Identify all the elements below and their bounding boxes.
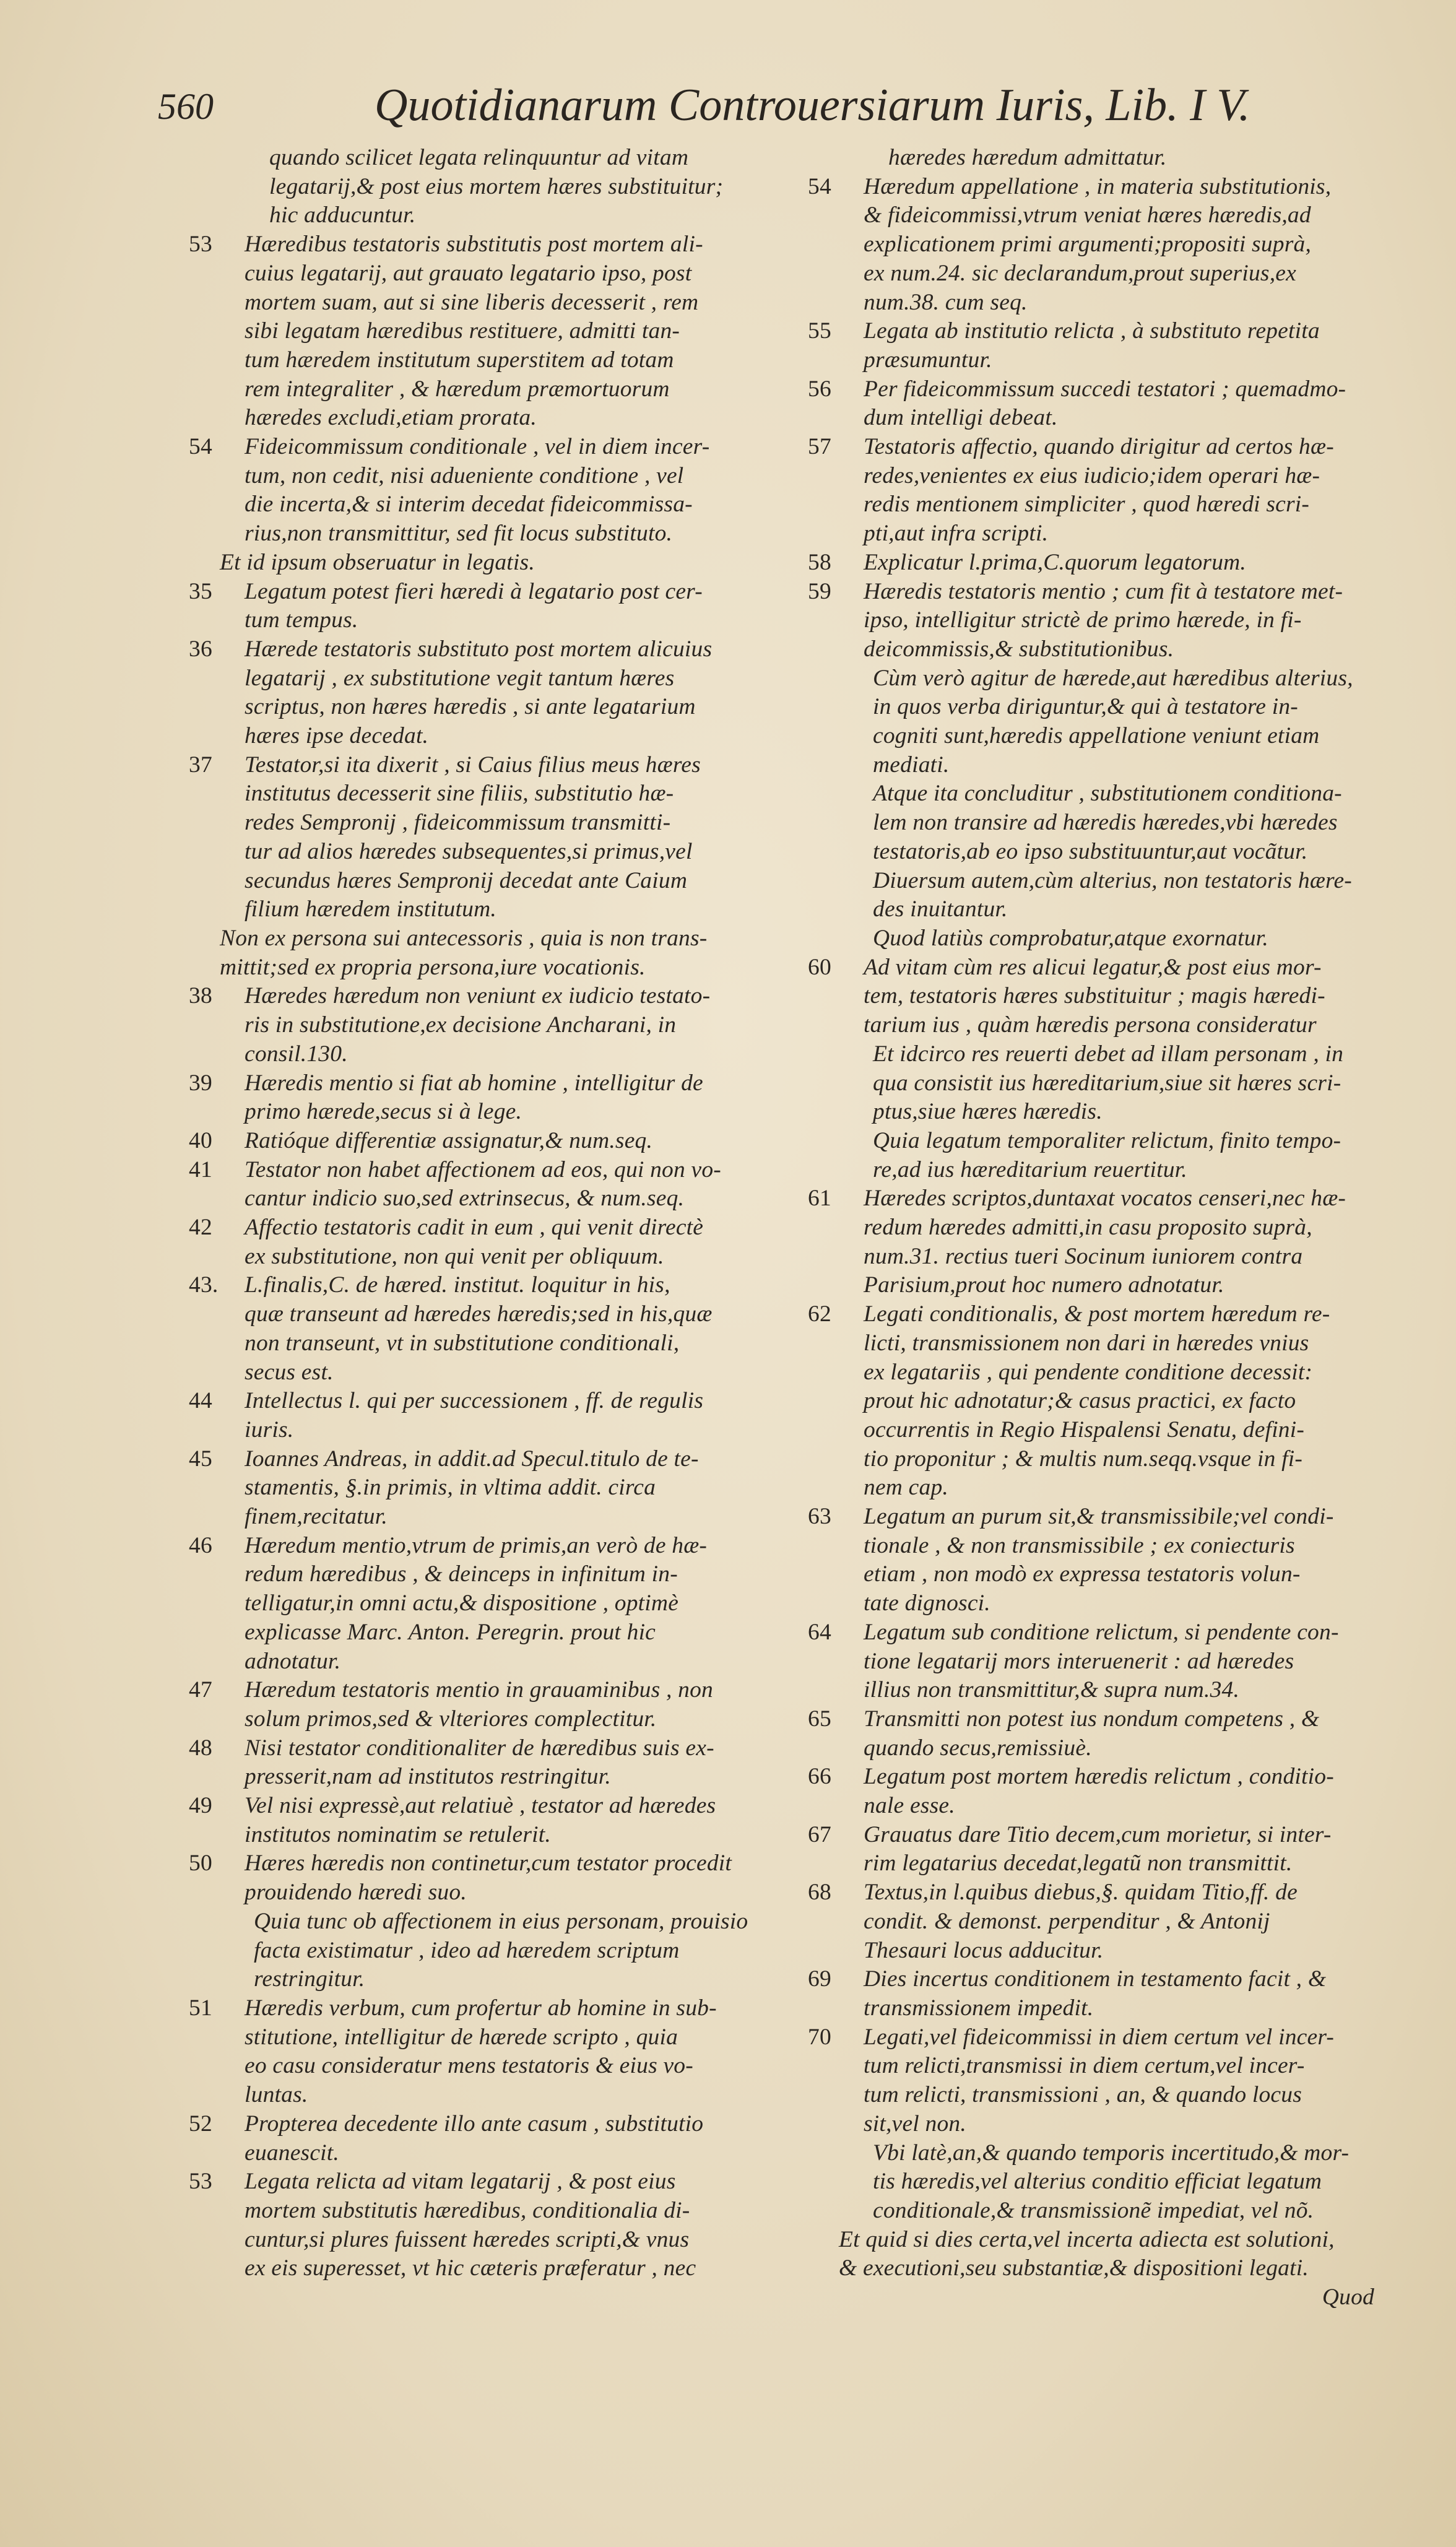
text-line: mortem substitutis hæredibus, conditionalia di-	[245, 2197, 690, 2223]
sub-entry	[173, 549, 780, 578]
entry-number: 66	[808, 1764, 831, 1790]
text-line: Hæredum appellatione , in materia substitutionis,	[864, 173, 1332, 199]
text-line: Fideicommissum conditionale , vel in diem incer-	[245, 434, 710, 460]
text-line: tionale , & non transmissibile ; ex coniecturis	[864, 1532, 1295, 1558]
text-line: & fideicommissi,vtrum veniat hæres hæredis,ad	[864, 202, 1311, 228]
text-line: euanescit.	[245, 2140, 339, 2166]
text-line: Vel nisi expressè,aut relatiuè , testator ad hæredes	[245, 1793, 716, 1819]
entry-number: 47	[189, 1677, 212, 1703]
sub-entry	[173, 924, 780, 982]
entry-number: 35	[189, 578, 212, 604]
text-line: ptus,siue hæres hæredis.	[873, 1099, 1103, 1125]
text-line: Hæres hæredis non continetur,cum testator procedit	[245, 1851, 732, 1877]
index-entry	[173, 635, 780, 751]
entry-number: 69	[808, 1966, 831, 1992]
text-line: finem,recitatur.	[245, 1504, 388, 1530]
entry-number: 68	[808, 1880, 831, 1906]
index-entry	[173, 1271, 780, 1387]
text-line: Hæredis testatoris mentio ; cum fit à testatore met-	[864, 578, 1343, 604]
entry-number: 40	[189, 1127, 212, 1153]
text-line: tem, testatoris hæres substituitur ; magis hæredi-	[864, 983, 1325, 1009]
index-entry	[792, 375, 1387, 433]
entry-number: 70	[808, 2024, 831, 2050]
text-line: Ratióque differentiæ assignatur,& num.seq.	[245, 1127, 653, 1153]
sub-entry	[792, 1040, 1387, 1127]
index-entry	[173, 1676, 780, 1733]
text-line: legatarij , ex substitutione vegit tantum hæres	[245, 665, 675, 691]
sub-entry	[792, 664, 1387, 780]
sub-entry	[792, 779, 1387, 866]
entry-number: 45	[189, 1446, 212, 1472]
text-line: Hæredes hæredum non veniunt ex iudicio testato-	[245, 983, 711, 1009]
text-line: ex num.24. sic declarandum,prout superius,ex	[864, 260, 1296, 286]
index-entry	[792, 433, 1387, 549]
index-entry	[792, 1821, 1387, 1878]
text-line: stamentis, §.in primis, in vltima addit. circa	[245, 1475, 656, 1501]
catchword: Quod	[1322, 2284, 1374, 2311]
entry-number: 44	[189, 1388, 212, 1414]
text-line: prouidendo hæredi suo.	[245, 1880, 467, 1906]
index-entry	[173, 1445, 780, 1532]
text-line: nale esse.	[864, 1793, 955, 1819]
text-line: legatarij,& post eius mortem hæres substituitur;	[269, 173, 724, 199]
index-entry	[173, 1127, 780, 1156]
text-line: mittit;sed ex propria persona,iure vocationis.	[220, 954, 646, 980]
text-line: Grauatus dare Titio decem,cum morietur, si inter-	[864, 1821, 1332, 1847]
entry-number: 48	[189, 1735, 212, 1761]
entry-number: 54	[189, 434, 212, 460]
text-line: Hæredum testatoris mentio in grauaminibus , non	[245, 1677, 713, 1703]
text-line: Legata relicta ad vitam legatarij , & post eius	[245, 2169, 676, 2195]
text-line: tum relicti,transmissi in diem certum,vel incer-	[864, 2053, 1305, 2079]
index-entry	[792, 1618, 1387, 1705]
index-entry	[792, 1503, 1387, 1618]
sub-entry	[792, 2139, 1387, 2226]
index-entry	[173, 1156, 780, 1213]
text-line: hæredes hæredum admittatur.	[888, 145, 1167, 170]
text-line: ex legatariis , qui pendente conditione decessit:	[864, 1359, 1313, 1385]
index-entry	[173, 578, 780, 635]
text-line: Hæredis verbum, cum profertur ab homine in sub-	[245, 1995, 717, 2021]
entry-number: 36	[189, 636, 212, 662]
entry-number: 58	[808, 549, 831, 575]
index-entry	[173, 1387, 780, 1444]
index-entry	[173, 751, 780, 924]
entry-number: 49	[189, 1793, 212, 1819]
index-entry	[173, 230, 780, 433]
index-entry	[792, 953, 1387, 1040]
text-line: qua consistit ius hæreditarium,siue sit hæres scri-	[873, 1070, 1341, 1096]
entry-number: 46	[189, 1532, 212, 1558]
text-line: Legatum post mortem hæredis relictum , conditio-	[864, 1764, 1334, 1790]
text-line: transmissionem impedit.	[864, 1995, 1094, 2021]
text-line: lem non transire ad hæredis hæredes,vbi hæredes	[873, 810, 1338, 836]
sub-entry	[792, 924, 1387, 953]
text-line: Transmitti non potest ius nondum competens , &	[864, 1706, 1320, 1732]
text-line: Et id ipsum obseruatur in legatis.	[220, 549, 535, 575]
index-entry	[173, 2167, 780, 2283]
text-line: nem cap.	[864, 1475, 948, 1501]
text-line: Legati conditionalis, & post mortem hæredum re-	[864, 1301, 1330, 1327]
text-line: ipso, intelligitur strictè de primo hærede, in fi-	[864, 607, 1302, 633]
text-line: tio proponitur ; & multis num.seqq.vsque in fi-	[864, 1446, 1303, 1472]
text-line: Non ex persona sui antecessoris , quia is non trans-	[220, 925, 708, 951]
text-line: tur ad alios hæredes subsequentes,si primus,vel	[245, 838, 693, 864]
text-line: hæredes excludi,etiam prorata.	[245, 405, 537, 431]
text-line: Legatum sub conditione relictum, si pendente con-	[864, 1619, 1339, 1645]
text-line: testatoris,ab eo ipso substituuntur,aut vocãtur.	[873, 838, 1308, 864]
text-line: Et quid si dies certa,vel incerta adiecta est solutioni,	[839, 2226, 1335, 2252]
text-line: Hæredum mentio,vtrum de primis,an verò de hæ-	[245, 1532, 708, 1558]
text-line: Quia tunc ob affectionem in eius personam, prouisio	[254, 1908, 748, 1934]
text-line: Propterea decedente illo ante casum , substitutio	[245, 2111, 704, 2137]
text-line: tum, non cedit, nisi adueniente conditione , vel	[245, 462, 684, 488]
text-line: facta existimatur , ideo ad hæredem scriptum	[254, 1937, 680, 1963]
text-line: tate dignosci.	[864, 1590, 990, 1616]
text-line: die incerta,& si interim decedat fideicommissa-	[245, 492, 693, 518]
entry-number: 52	[189, 2111, 212, 2137]
text-line: Parisium,prout hoc numero adnotatur.	[864, 1272, 1224, 1298]
text-line: licti, transmissionem non dari in hæredes vnius	[864, 1330, 1309, 1356]
entry-number: 61	[808, 1186, 831, 1212]
text-line: Thesauri locus adducitur.	[864, 1937, 1104, 1963]
entry-number: 64	[808, 1619, 831, 1645]
text-line: institutus decesserit sine filiis, substitutio hæ-	[245, 781, 674, 807]
text-line: presserit,nam ad institutos restringitur.	[245, 1764, 611, 1790]
text-line: explicationem primi argumenti;propositi suprà,	[864, 232, 1312, 258]
text-line: L.finalis,C. de hæred. institut. loquitur in his,	[245, 1272, 670, 1298]
index-entry	[792, 173, 1387, 318]
text-line: tum hæredem institutum superstitem ad totam	[245, 347, 674, 373]
index-entry	[173, 1213, 780, 1271]
entry-number: 43.	[189, 1272, 219, 1298]
text-line: hæres ipse decedat.	[245, 723, 429, 749]
entry-number: 53	[189, 232, 212, 258]
text-line: Hæredis mentio si fiat ab homine , intelligitur de	[245, 1070, 703, 1096]
text-line: des inuitantur.	[873, 896, 1008, 922]
text-line: Hæredes scriptos,duntaxat vocatos censeri,nec hæ-	[864, 1186, 1346, 1212]
index-entry	[792, 1763, 1387, 1820]
text-line: Hærede testatoris substituto post mortem alicuius	[245, 636, 713, 662]
text-line: Testatoris affectio, quando dirigitur ad certos hæ-	[864, 434, 1334, 460]
index-entry	[792, 317, 1387, 375]
index-entry	[173, 433, 780, 549]
text-line: mediati.	[873, 752, 950, 778]
index-entry	[173, 1069, 780, 1127]
sub-entry	[792, 1127, 1387, 1184]
text-line: Et idcirco res reuerti debet ad illam personam , in	[873, 1041, 1344, 1067]
text-line: filium hæredem institutum.	[245, 896, 496, 922]
index-entry	[792, 1184, 1387, 1300]
text-line: Diuersum autem,cùm alterius, non testatoris hære-	[873, 867, 1352, 893]
entry-number: 50	[189, 1851, 212, 1877]
text-line: prout hic adnotatur;& casus practici, ex facto	[864, 1388, 1296, 1414]
page-header	[158, 79, 1334, 141]
entry-number: 53	[189, 2169, 212, 2195]
text-line: explicasse Marc. Anton. Peregrin. prout hic	[245, 1619, 656, 1645]
index-entry	[792, 1965, 1387, 2023]
text-line: stitutione, intelligitur de hærede scripto , quia	[245, 2024, 678, 2050]
entry-number: 37	[189, 752, 212, 778]
text-line: pti,aut infra scripti.	[864, 521, 1049, 547]
entry-number: 67	[808, 1821, 831, 1847]
text-line: luntas.	[245, 2082, 308, 2108]
text-line: rim legatarius decedat,legatũ non transmittit.	[864, 1851, 1293, 1877]
text-line: tum relicti, transmissioni , an, & quando locus	[864, 2082, 1302, 2108]
index-entry	[792, 2023, 1387, 2139]
text-line: secundus hæres Sempronij decedat ante Caium	[245, 867, 688, 893]
index-entry	[173, 2110, 780, 2167]
entry-number: 59	[808, 578, 831, 604]
entry-number: 60	[808, 954, 831, 980]
text-line: illius non transmittitur,& supra num.34.	[864, 1677, 1240, 1703]
text-line: condit. & demonst. perpenditur , & Antonij	[864, 1908, 1270, 1934]
text-line: sit,vel non.	[864, 2111, 966, 2137]
left-column	[173, 144, 780, 2283]
entry-number: 62	[808, 1301, 831, 1327]
text-line: Legata ab institutio relicta , à substituto repetita	[864, 318, 1320, 344]
text-line: tis hæredis,vel alterius conditio efficiat legatum	[873, 2169, 1322, 2195]
entry-continuation	[792, 144, 1387, 173]
text-line: Quod latiùs comprobatur,atque exornatur.	[873, 925, 1268, 951]
text-line: conditionale,& transmissionẽ impediat, vel nõ.	[873, 2197, 1314, 2223]
sub-entry	[792, 2226, 1387, 2283]
index-entry	[792, 1300, 1387, 1503]
text-line: quæ transeunt ad hæredes hæredis;sed in his,quæ	[245, 1301, 713, 1327]
page-number: 560	[158, 86, 214, 127]
text-line: Quia legatum temporaliter relictum, finito tempo-	[873, 1127, 1341, 1153]
index-entry	[173, 982, 780, 1069]
index-entry	[792, 1878, 1387, 1965]
text-line: ex substitutione, non qui venit per obliquum.	[245, 1243, 664, 1269]
text-line: telligatur,in omni actu,& dispositione , optimè	[245, 1590, 679, 1616]
text-line: ris in substitutione,ex decisione Ancharani, in	[245, 1012, 677, 1038]
text-line: Textus,in l.quibus diebus,§. quidam Titio,ff. de	[864, 1880, 1298, 1906]
text-line: re,ad ius hæreditarium reuertitur.	[873, 1156, 1187, 1182]
text-line: redes,venientes ex eius iudicio;idem operari hæ-	[864, 462, 1320, 488]
text-line: scriptus, non hæres hæredis , si ante legatarium	[245, 694, 696, 720]
text-line: Vbi latè,an,& quando temporis incertitudo,& mor-	[873, 2140, 1350, 2166]
text-line: quando scilicet legata relinquuntur ad vitam	[269, 145, 689, 170]
index-entry	[792, 549, 1387, 578]
text-line: ex eis superesset, vt hic cæteris præferatur , nec	[245, 2255, 696, 2281]
text-line: cuius legatarij, aut grauato legatario ipso, post	[245, 260, 692, 286]
text-line: quando secus,remissiuè.	[864, 1735, 1092, 1761]
index-entry	[173, 1532, 780, 1677]
text-line: deicommissis,& substitutionibus.	[864, 636, 1174, 662]
text-line: Ad vitam cùm res alicui legatur,& post eius mor-	[864, 954, 1322, 980]
text-line: in quos verba diriguntur,& qui à testatore in-	[873, 694, 1298, 720]
text-line: Intellectus l. qui per successionem , ff. de regulis	[245, 1388, 704, 1414]
text-line: institutos nominatim se retulerit.	[245, 1821, 551, 1847]
text-line: occurrentis in Regio Hispalensi Senatu, defini-	[864, 1417, 1305, 1443]
text-line: solum primos,sed & vlteriores complectitur.	[245, 1706, 657, 1732]
text-line: dum intelligi debeat.	[864, 405, 1058, 431]
entry-number: 56	[808, 376, 831, 402]
text-line: Nisi testator conditionaliter de hæredibus suis ex-	[245, 1735, 714, 1761]
entry-number: 42	[189, 1215, 212, 1241]
text-line: tum tempus.	[245, 607, 358, 633]
text-line: Ioannes Andreas, in addit.ad Specul.titulo de te-	[245, 1446, 699, 1472]
entry-continuation	[173, 144, 780, 230]
text-line: num.31. rectius tueri Socinum iuniorem contra	[864, 1243, 1303, 1269]
entry-number: 55	[808, 318, 831, 344]
text-line: hic adducuntur.	[269, 202, 416, 228]
text-line: redis mentionem simpliciter , quod hæredi scri-	[864, 492, 1310, 518]
text-line: restringitur.	[254, 1966, 365, 1992]
index-entry	[792, 578, 1387, 664]
index-entry	[173, 1849, 780, 1907]
text-line: sibi legatam hæredibus restituere, admitti tan-	[245, 318, 680, 344]
text-line: Testator non habet affectionem ad eos, qui non vo-	[245, 1156, 721, 1182]
text-line: cuntur,si plures fuissent hæredes scripti,& vnus	[245, 2226, 690, 2252]
text-line: Dies incertus conditionem in testamento facit , &	[864, 1966, 1327, 1992]
entry-number: 57	[808, 434, 831, 460]
text-line: etiam , non modò ex expressa testatoris volun-	[864, 1561, 1301, 1587]
text-line: Legatum potest fieri hæredi à legatario post cer-	[245, 578, 703, 604]
index-entry	[173, 1994, 780, 2110]
text-line: secus est.	[245, 1359, 334, 1385]
text-line: cantur indicio suo,sed extrinsecus, & num.seq.	[245, 1186, 685, 1212]
text-line: tarium ius , quàm hæredis persona consideratur	[864, 1012, 1317, 1038]
index-entry	[792, 1705, 1387, 1763]
sub-entry	[792, 867, 1387, 924]
text-line: Affectio testatoris cadit in eum , qui venit directè	[245, 1215, 704, 1241]
text-line: adnotatur.	[245, 1648, 341, 1674]
text-line: redum hæredes admitti,in casu proposito suprà,	[864, 1215, 1312, 1241]
sub-entry	[173, 1907, 780, 1994]
text-line: consil.130.	[245, 1041, 348, 1067]
text-line: Hæredibus testatoris substitutis post mortem ali-	[245, 232, 703, 258]
text-line: redes Sempronij , fideicommissum transmitti-	[245, 810, 671, 836]
text-line: mortem suam, aut si sine liberis decesserit , rem	[245, 289, 699, 315]
entry-number: 54	[808, 173, 831, 199]
index-entry	[173, 1734, 780, 1792]
text-line: rius,non transmittitur, sed fit locus substituto.	[245, 521, 673, 547]
right-column	[792, 144, 1387, 2312]
entry-number: 63	[808, 1504, 831, 1530]
text-line: Atque ita concluditur , substitutionem conditiona-	[873, 781, 1342, 807]
entry-number: 65	[808, 1706, 831, 1732]
index-entry	[173, 1792, 780, 1849]
entry-number: 41	[189, 1156, 212, 1182]
text-line: primo hærede,secus si à lege.	[245, 1099, 522, 1125]
text-line: Legatum an purum sit,& transmissibile;vel condi-	[864, 1504, 1334, 1530]
text-line: & executioni,seu substantiæ,& dispositioni legati.	[839, 2255, 1309, 2281]
text-line: cogniti sunt,hæredis appellatione veniunt etiam	[873, 723, 1320, 749]
text-line: tione legatarij mors interuenerit : ad hæredes	[864, 1648, 1294, 1674]
text-line: Per fideicommissum succedi testatori ; quemadmo-	[864, 376, 1346, 402]
text-line: Explicatur l.prima,C.quorum legatorum.	[864, 549, 1247, 575]
text-line: Testator,si ita dixerit , si Caius filius meus hæres	[245, 752, 701, 778]
text-line: eo casu consideratur mens testatoris & eius vo-	[245, 2053, 693, 2079]
text-line: non transeunt, vt in substitutione conditionali,	[245, 1330, 680, 1356]
text-line: præsumuntur.	[864, 347, 992, 373]
text-line: Cùm verò agitur de hærede,aut hæredibus alterius,	[873, 665, 1353, 691]
text-line: rem integraliter , & hæredum præmortuorum	[245, 376, 670, 402]
text-line: redum hæredibus , & deinceps in infinitum in-	[245, 1561, 678, 1587]
entry-number: 38	[189, 983, 212, 1009]
entry-number: 39	[189, 1070, 212, 1096]
text-line: Legati,vel fideicommissi in diem certum vel incer-	[864, 2024, 1335, 2050]
entry-number: 51	[189, 1995, 212, 2021]
running-title: Quotidianarum Controuersiarum Iuris, Lib. I V.	[375, 80, 1250, 131]
text-line: iuris.	[245, 1417, 294, 1443]
text-line: num.38. cum seq.	[864, 289, 1028, 315]
